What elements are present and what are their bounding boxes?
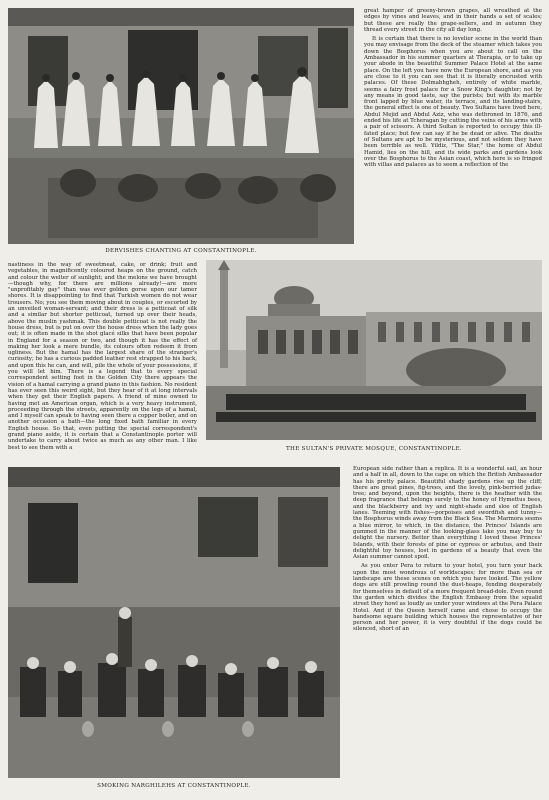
top-right-column	[364, 8, 542, 256]
top-right-paragraph-2: It is certain that there is no lovelier scene in the world than you may envisage from the deck of the steamer which takes you down the Bosphorus when you are about to call on the Ambassador in his summer quarters at Therapia, or to take up your abode in the beautiful Summer Palace Hotel at the same place. On the left you have now the European shore, and as you are close to it you can see that it is literally encrusted with palaces. Of these Dolmabhgheh, entirely of white marble, seems a fairy frost palace for a Snow King's daughter; not by any means in good taste, say the purists; but with its marble front lapped by blue water, its terrace, and its landing-stairs, the general effect is one of beauty. Two Sultans have lived here, Abdul Mejid and Abdul Aziz, who was dethroned in 1876, and ended his life at Tcheragan by cutting the veins of his arms with a pair of scissors. A third Sultan is reported to occupy this ill-fated place; but few can say if he be dead or alive. The deaths of Sultans are apt to be mysterious, and not seldom they have been terrible as well. Yildiz, "The Star," the home of Abdul Hamid, lies on the hill, and its wide parks and gardens look over the Bosphorus to the Asian coast, which here is so fringed with villas and palaces as to seem a reflection of the	[364, 36, 542, 169]
mosque-photo	[206, 260, 542, 440]
mid-left-paragraph: nastiness in the way of sweetmeat, cake, or drink; fruit and vegetables, in magnificently coloured heaps on the ground, catch and colour the welter of sunlight; and the melons we have brought—though why, for there are millions already!—are more "unprofitably gay" than was ever golden gorse upon our tamer shores. It is disappointing to find that Turkish women do not wear trousers. No; you see them moving about in couples, or escorted by an unveiled woman-servant; and their dress is a petticoat of silk and a similar but shorter petticoat, turned up over their heads, above the muslin yashmak. This double petticoat is not really the house dress, but is put on over the house dress when the lady goes out; it is often made in the shot glacé silks that have been popular in England for a season or two, and though it has the effect of making her look a mere bundle, its colours often redeem it from ugliness. But the hamal has the largest share of the stranger's curiosity; he has a curious padded leather rest strapped to his back, and upon this he can, and will, pile the whole of your possessions, if you will let him. There is a legend that to every special correspondent setting foot in the Golden City there appears the vision of a hamal carrying a grand piano in this fashion. No resident has ever seen this weird sight, but they hear of it at long intervals when they get their English papers. A friend of mine owned to having met an American organ, which is a very heavy instrument, proceeding through the streets, apparently on the legs of a hamal, and I myself can speak to having seen there a copper boiler, and on another occasion a bath—the long fixed bath familiar in every English house. So that, even putting the special correspondent's grand piano aside, it is certain that a Constantinople porter will undertake to carry about twice as much as any other man. I like best to see them with a	[8, 262, 197, 451]
mosque-caption: THE SULTAN'S PRIVATE MOSQUE, CONSTANTINOPLE.	[286, 446, 462, 452]
bottom-right-column	[353, 466, 542, 794]
bottom-right-paragraph-2: As you enter Pera to return to your hotel, you turn your back upon the most wondrous of worldscapes; for more than sea or landscape are these scenes on which you have looked. The yellow dogs are still prowling round the dust-heaps, fending desperately for themselves in default of a more frequent bread-dole. Even round the garden which divides the English Embassy from the squalid street they howl as loudly as under your windows at the Pera Palace Hotel. And if the Queen herself came and chose to occupy the handsome square building which houses the representative of her person and her power, it is very doubtful if the dogs could be silenced, short of an	[353, 563, 542, 633]
narghileh-photo	[8, 467, 340, 778]
mid-left-column	[8, 262, 197, 451]
top-right-paragraph-1: great hamper of greeny-brown grapes, all wreathed at the edges by vines and leaves, and in their hands a set of scales; but these are really the grape-sellers, and in autumn they thread every street in the city all day long.	[364, 8, 542, 33]
dervishes-photo	[8, 8, 354, 244]
dervishes-caption: DERVISHES CHANTING AT CONSTANTINOPLE.	[105, 248, 257, 254]
narghileh-caption: SMOKING NARGHILEHS AT CONSTANTINOPLE.	[97, 783, 251, 789]
bottom-right-paragraph-1: European side rather than a replica. It is a wonderful sail, an hour and a half in all, down to the cape on which the British Ambassador has his pretty palace. Beautiful shady gardens rise up the cliff; there are great pines, fig-trees, and the lovely, pink-berried judas-tree; and beyond, upon the heights, there is the heather with the deep fragrance that belongs surely to the honey of Hymettus bees, and the blackberry and ivy and night-shade and sloe of English lanes. Teeming with fishes—porpoises and swordfish and tunny—the Bosphorus winds away from the Black Sea. The Marmora seems a blue mirror, to which, in the distance, the Princes' Islands are gummed in the manner of the looking-glass lake you may buy to delight the nursery. Better than everything I loved these Princes' Islands, with their forests of pine or cypress or arbutus, and their delightful toy houses, lost in gardens of a beauty that even the Asian summer cannot spoil.	[353, 466, 542, 561]
